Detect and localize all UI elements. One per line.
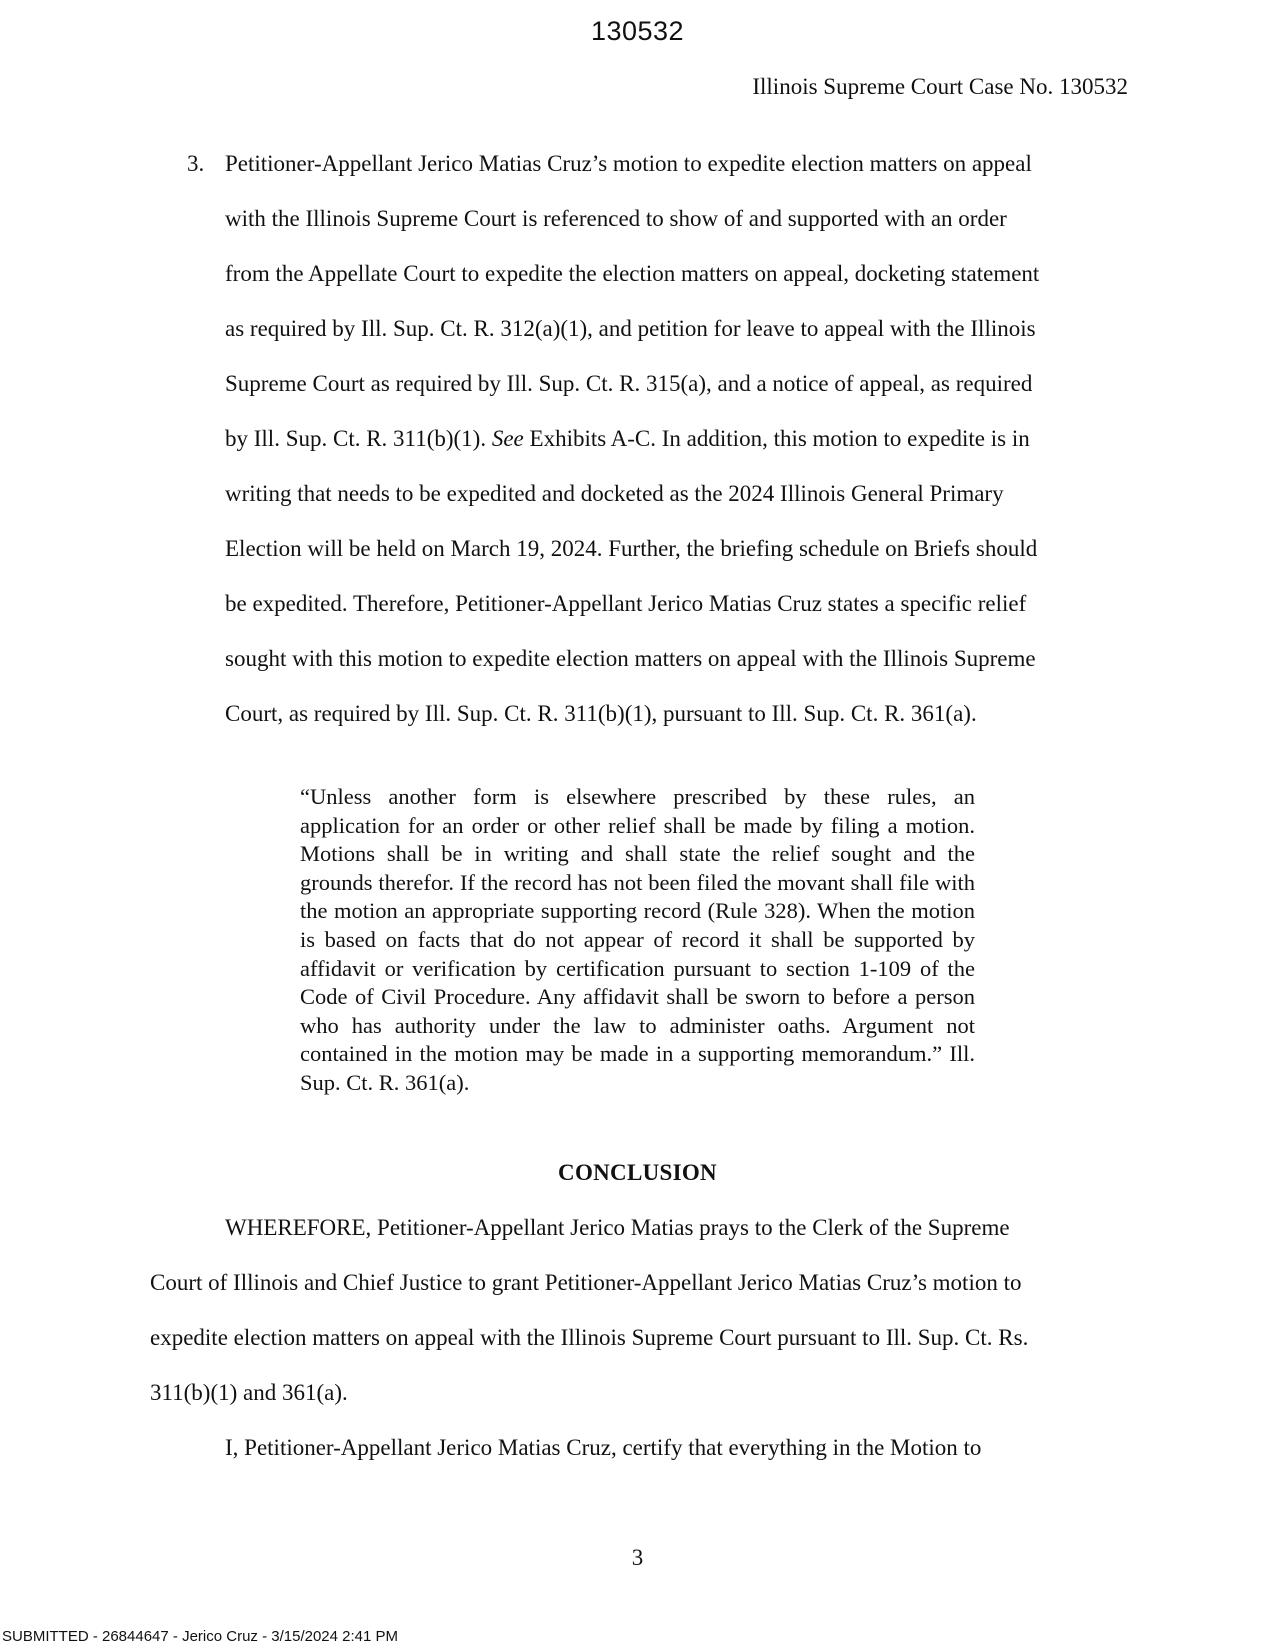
- conclusion-heading: CONCLUSION: [558, 1160, 717, 1185]
- paragraph-line: Petitioner-Appellant Jerico Matias Cruz’s motion to expedite election matters on appeal: [225, 151, 1032, 176]
- see-signal: See: [491, 426, 524, 451]
- paragraph-line: Court, as required by Ill. Sup. Ct. R. 311(b)(1), pursuant to Ill. Sup. Ct. R. 361(a).: [225, 701, 977, 726]
- case-number-header: Illinois Supreme Court Case No. 130532: [752, 74, 1128, 99]
- paragraph-line: writing that needs to be expedited and docketed as the 2024 Illinois General Primary: [225, 481, 1004, 506]
- filing-stamp-number: 130532: [590, 16, 685, 46]
- paragraph-line: from the Appellate Court to expedite the election matters on appeal, docketing statement: [225, 261, 1040, 286]
- rule-citation-text: by Ill. Sup. Ct. R. 311(b)(1).: [225, 426, 487, 451]
- paragraph-line: be expedited. Therefore, Petitioner-Appellant Jerico Matias Cruz states a specific relief: [225, 591, 1027, 616]
- conclusion-line: Court of Illinois and Chief Justice to grant Petitioner-Appellant Jerico Matias Cruz’s motion to: [150, 1270, 1022, 1295]
- paragraph-line: Supreme Court as required by Ill. Sup. Ct. R. 315(a), and a notice of appeal, as required: [225, 371, 1033, 396]
- exhibits-reference: Exhibits A-C. In addition, this motion to expedite is in: [523, 426, 1030, 451]
- paragraph-line: Election will be held on March 19, 2024. Further, the briefing schedule on Briefs should: [225, 536, 1038, 561]
- conclusion-line: expedite election matters on appeal with the Illinois Supreme Court pursuant to Ill. Sup. Ct. Rs.: [150, 1325, 1029, 1350]
- paragraph-number: 3.: [187, 151, 205, 176]
- paragraph-line: as required by Ill. Sup. Ct. R. 312(a)(1), and petition for leave to appeal with the Illinois: [225, 316, 1036, 341]
- conclusion-line: WHEREFORE, Petitioner-Appellant Jerico Matias prays to the Clerk of the Supreme: [225, 1215, 1010, 1240]
- paragraph-line: sought with this motion to expedite election matters on appeal with the Illinois Supreme: [225, 646, 1036, 671]
- conclusion-line: 311(b)(1) and 361(a).: [150, 1380, 348, 1405]
- paragraph-line: with the Illinois Supreme Court is referenced to show of and supported with an order: [225, 206, 1007, 231]
- certification-line: I, Petitioner-Appellant Jerico Matias Cruz, certify that everything in the Motion to: [225, 1435, 982, 1460]
- paragraph-line: [225, 426, 1030, 452]
- page-number: 3: [631, 1545, 644, 1570]
- block-quote-rule-361a: “Unless another form is elsewhere prescribed by these rules, an application for an order or other relief shall be made by filing a motion. Motions shall be in writing and shall state the relief sought and the grounds therefor. If the record has not been filed the movant shall file with the motion an appropriate supporting record (Rule 328). When the motion is based on facts that do not appear of record it shall be supported by affidavit or verification by certification pursuant to section 1-109 of the Code of Civil Procedure. Any affidavit shall be sworn to before a person who has authority under the law to administer oaths. Argument not contained in the motion may be made in a supporting memorandum.” Ill. Sup. Ct. R. 361(a).: [300, 784, 975, 1095]
- submission-stamp: SUBMITTED - 26844647 - Jerico Cruz - 3/15/2024 2:41 PM: [2, 1628, 399, 1645]
